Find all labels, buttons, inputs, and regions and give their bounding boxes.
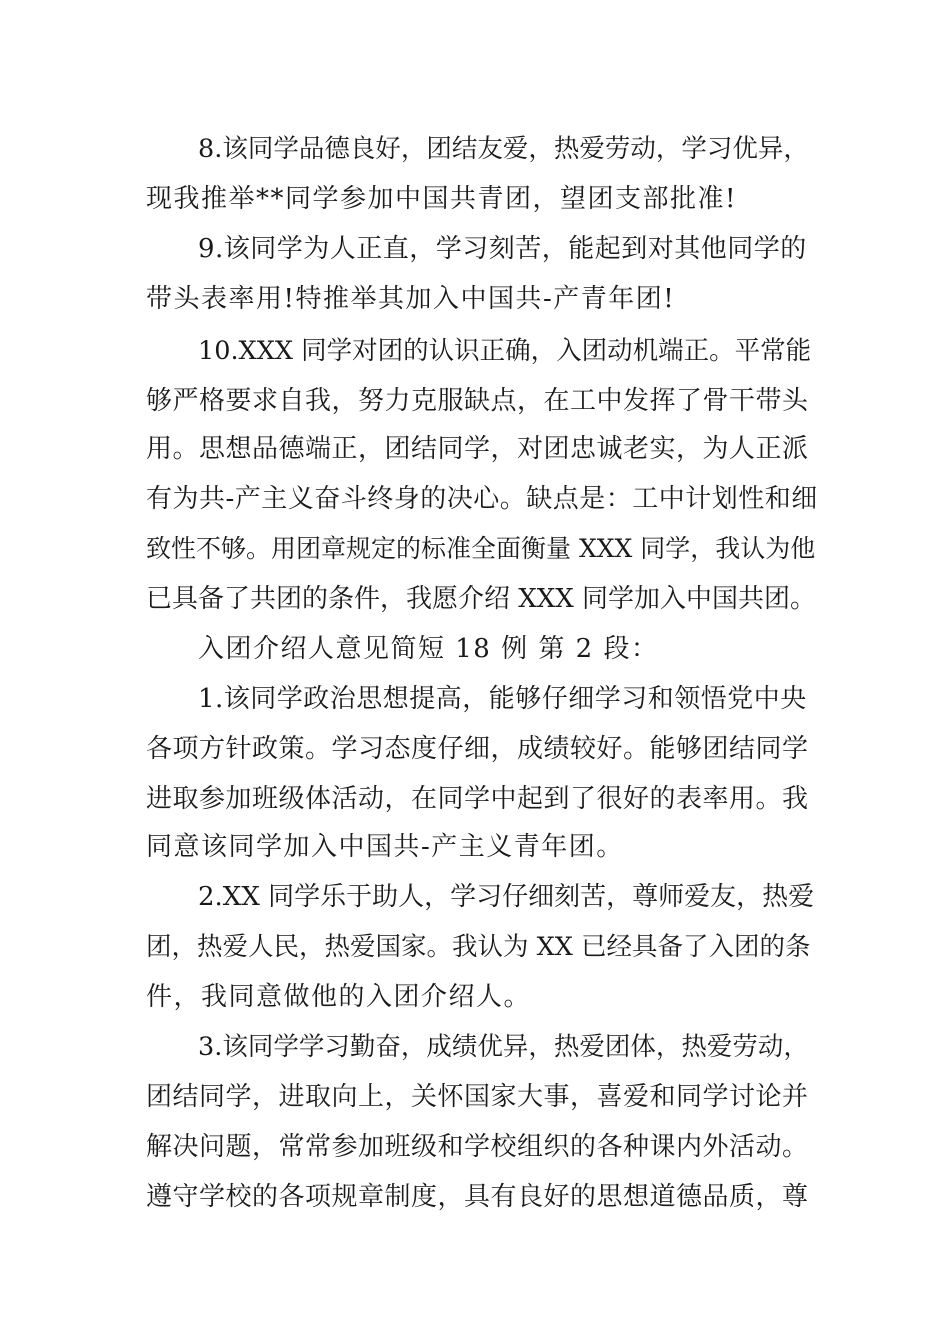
- text-line: 团，热爱人民，热爱国家。我认为 XX 已经具备了入团的条: [146, 932, 811, 962]
- text-line: 有为共-产主义奋斗终身的决心。缺点是：工中计划性和细: [146, 484, 818, 514]
- text-line: 进取参加班级体活动，在同学中起到了很好的表率用。我: [146, 784, 809, 814]
- text-line: 团结同学，进取向上，关怀国家大事，喜爱和同学讨论并: [146, 1082, 809, 1112]
- section-heading: 入团介绍人意见简短 18 例 第 2 段：: [198, 634, 659, 664]
- text-line: 致性不够。用团章规定的标准全面衡量 XXX 同学，我认为他: [146, 534, 816, 563]
- text-line: 3.该同学学习勤奋，成绩优异，热爱团体，热爱劳动，: [198, 1032, 809, 1062]
- text-line: 已具备了共团的条件，我愿介绍 XXX 同学加入中国共团。: [146, 584, 817, 614]
- text-line: 9.该同学为人正直，学习刻苦，能起到对其他同学的: [198, 234, 807, 264]
- text-line: 同意该同学加入中国共-产主义青年团。: [146, 832, 624, 862]
- text-line: 10.XXX 同学对团的认识正确，入团动机端正。平常能: [198, 336, 812, 366]
- text-line: 2.XX 同学乐于助人，学习仔细刻苦，尊师爱友，热爱: [198, 882, 815, 912]
- text-line: 件，我同意做他的入团介绍人。: [146, 982, 532, 1012]
- text-line: 1.该同学政治思想提高，能够仔细学习和领悟党中央: [198, 684, 807, 714]
- text-line: 解决问题，常常参加班级和学校组织的各种课内外活动。: [146, 1132, 809, 1162]
- text-line: 够严格要求自我，努力克服缺点，在工中发挥了骨干带头: [146, 386, 809, 416]
- text-line: 用。思想品德端正，团结同学，对团忠诚老实，为人正派: [146, 434, 809, 464]
- text-line: 8.该同学品德良好，团结友爱，热爱劳动，学习优异，: [198, 134, 809, 164]
- text-line: 现我推举**同学参加中国共青团，望团支部批准!: [146, 184, 737, 214]
- text-line: 各项方针政策。学习态度仔细，成绩较好。能够团结同学: [146, 734, 809, 764]
- text-line: 遵守学校的各项规章制度，具有良好的思想道德品质，尊: [146, 1182, 809, 1212]
- text-line: 带头表率用!特推举其加入中国共-产青年团!: [146, 284, 676, 314]
